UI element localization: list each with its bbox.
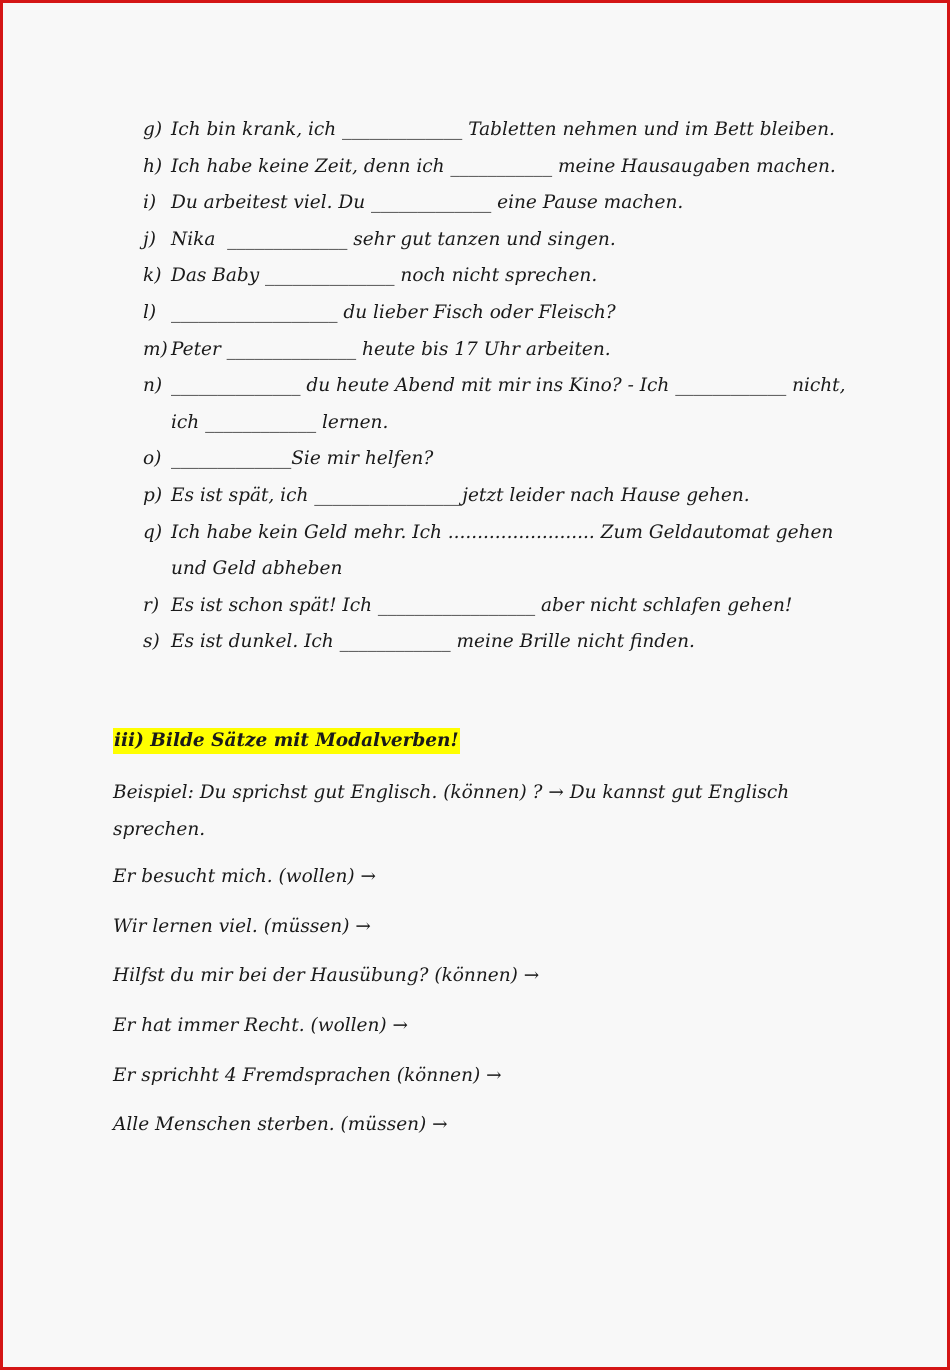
item-text: Nika _____________ sehr gut tanzen und singen.: [171, 228, 616, 250]
task-item: Hilfst du mir bei der Hausübung? (können) →: [113, 965, 540, 987]
item-letter: k): [143, 265, 162, 287]
example-sentence: Beispiel: Du sprichst gut Englisch. (können) ? → Du kannst gut Englisch sprechen.: [113, 782, 790, 840]
task-item: Wir lernen viel. (müssen) →: [113, 915, 371, 937]
item-text: ______________ du heute Abend mit mir ins Kino? - Ich ____________ nicht, ich ____________ lernen.: [171, 375, 852, 433]
task-list: [113, 862, 539, 1160]
task-item: Er sprichht 4 Fremdsprachen (können) →: [113, 1064, 502, 1086]
item-text: __________________ du lieber Fisch oder Fleisch?: [171, 301, 616, 323]
item-letter: p): [143, 484, 163, 506]
exercise-item-n: [143, 368, 863, 441]
section-heading: iii) Bilde Sätze mit Modalverben!: [113, 728, 460, 754]
task-item: Er besucht mich. (wollen) →: [113, 866, 377, 887]
exercise-item-s: [143, 624, 863, 661]
exercise-item-o: [143, 441, 863, 478]
exercise-item-g: [143, 112, 863, 149]
item-text: Peter ______________ heute bis 17 Uhr arbeiten.: [171, 338, 611, 360]
item-letter: j): [143, 228, 156, 250]
exercise-list: [143, 112, 863, 661]
exercise-item-i: [143, 185, 863, 222]
item-letter: g): [143, 119, 163, 140]
item-text: _____________Sie mir helfen?: [171, 448, 434, 470]
exercise-item-r: [143, 588, 863, 625]
item-letter: q): [143, 521, 163, 543]
item-text: Ich habe keine Zeit, denn ich ___________ meine Hausaugaben machen.: [171, 155, 836, 177]
exercise-item-h: [143, 149, 863, 186]
task-item: Alle Menschen sterben. (müssen) →: [113, 1114, 448, 1136]
exercise-item-m: [143, 332, 863, 369]
item-letter: m): [143, 338, 168, 360]
item-letter: n): [143, 375, 163, 397]
item-text: Es ist schon spät! Ich _________________ aber nicht schlafen gehen!: [171, 594, 793, 616]
item-letter: h): [143, 155, 163, 177]
item-letter: s): [143, 631, 160, 653]
exercise-item-q: [143, 515, 863, 588]
item-letter: i): [143, 192, 157, 214]
item-text: Ich habe kein Geld mehr. Ich ......................... Zum Geldautomat gehen und Geld abheben: [171, 521, 840, 580]
exercise-item-l: [143, 295, 863, 332]
item-letter: r): [143, 594, 160, 616]
exercise-item-j: [143, 222, 863, 259]
item-text: Das Baby ______________ noch nicht sprechen.: [171, 265, 598, 287]
item-text: Du arbeitest viel. Du _____________ eine Pause machen.: [171, 192, 684, 214]
exercise-item-p: [143, 478, 863, 515]
item-letter: l): [143, 301, 157, 323]
exercise-item-k: [143, 258, 863, 295]
task-item: Er hat immer Recht. (wollen) →: [113, 1015, 408, 1037]
item-text: Es ist dunkel. Ich ____________ meine Brille nicht finden.: [171, 631, 695, 653]
item-text: Es ist spät, ich ________________jetzt leider nach Hause gehen.: [171, 484, 750, 506]
item-letter: o): [143, 448, 162, 470]
item-text: Ich bin krank, ich _____________ Tabletten nehmen und im Bett bleiben.: [171, 119, 835, 140]
